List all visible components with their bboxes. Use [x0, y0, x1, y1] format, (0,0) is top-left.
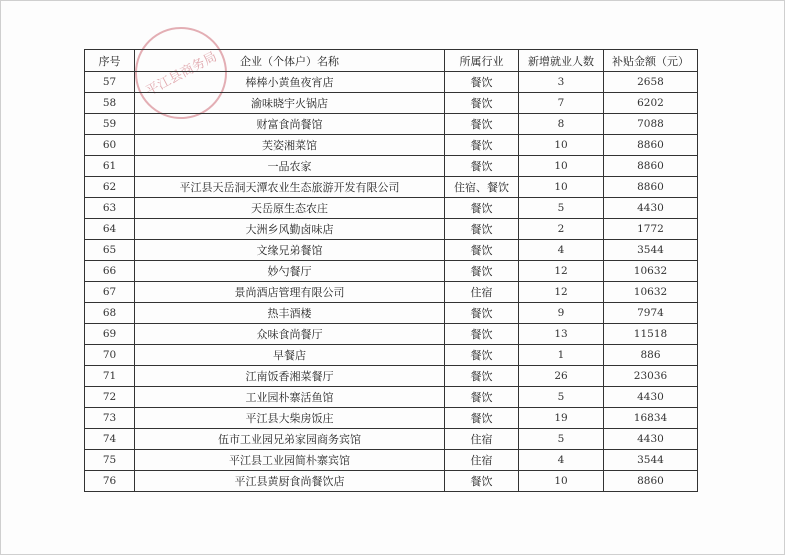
- cell-industry: 餐饮: [445, 93, 519, 114]
- cell-index: 59: [85, 114, 135, 135]
- cell-index: 74: [85, 429, 135, 450]
- cell-industry: 住宿、餐饮: [445, 177, 519, 198]
- table-row: [85, 303, 698, 324]
- cell-subsidy-amount: 7088: [604, 114, 698, 135]
- cell-company-name: 财富食尚餐馆: [135, 114, 445, 135]
- cell-new-jobs: 5: [519, 429, 604, 450]
- cell-company-name: 平江县天岳洞天潭农业生态旅游开发有限公司: [135, 177, 445, 198]
- cell-subsidy-amount: 886: [604, 345, 698, 366]
- cell-company-name: 一品农家: [135, 156, 445, 177]
- cell-new-jobs: 10: [519, 135, 604, 156]
- table-row: [85, 156, 698, 177]
- cell-index: 66: [85, 261, 135, 282]
- cell-company-name: 文缘兄弟餐馆: [135, 240, 445, 261]
- cell-industry: 餐饮: [445, 471, 519, 492]
- cell-index: 72: [85, 387, 135, 408]
- cell-new-jobs: 12: [519, 282, 604, 303]
- cell-new-jobs: 2: [519, 219, 604, 240]
- cell-new-jobs: 19: [519, 408, 604, 429]
- table-row: [85, 429, 698, 450]
- cell-company-name: 景尚酒店管理有限公司: [135, 282, 445, 303]
- cell-industry: 餐饮: [445, 240, 519, 261]
- cell-company-name: 早餐店: [135, 345, 445, 366]
- cell-new-jobs: 7: [519, 93, 604, 114]
- cell-new-jobs: 3: [519, 72, 604, 93]
- cell-company-name: 平江县大柴房饭庄: [135, 408, 445, 429]
- cell-index: 70: [85, 345, 135, 366]
- cell-industry: 住宿: [445, 282, 519, 303]
- cell-industry: 餐饮: [445, 324, 519, 345]
- cell-industry: 餐饮: [445, 303, 519, 324]
- table-row: [85, 219, 698, 240]
- cell-new-jobs: 12: [519, 261, 604, 282]
- table-row: [85, 282, 698, 303]
- cell-new-jobs: 26: [519, 366, 604, 387]
- cell-new-jobs: 10: [519, 471, 604, 492]
- cell-new-jobs: 9: [519, 303, 604, 324]
- cell-index: 65: [85, 240, 135, 261]
- cell-index: 69: [85, 324, 135, 345]
- table-row: [85, 408, 698, 429]
- cell-index: 63: [85, 198, 135, 219]
- cell-company-name: 渝味晓宇火锅店: [135, 93, 445, 114]
- cell-subsidy-amount: 4430: [604, 429, 698, 450]
- header-subsidy-amount: 补贴金额（元）: [604, 50, 698, 72]
- cell-company-name: 平江县黄厨食尚餐饮店: [135, 471, 445, 492]
- header-index: 序号: [85, 50, 135, 72]
- cell-company-name: 江南饭香湘菜餐厅: [135, 366, 445, 387]
- table-row: [85, 72, 698, 93]
- cell-index: 61: [85, 156, 135, 177]
- cell-subsidy-amount: 3544: [604, 450, 698, 471]
- cell-new-jobs: 1: [519, 345, 604, 366]
- cell-new-jobs: 13: [519, 324, 604, 345]
- table-row: [85, 345, 698, 366]
- table-row: [85, 177, 698, 198]
- cell-subsidy-amount: 8860: [604, 177, 698, 198]
- cell-industry: 餐饮: [445, 135, 519, 156]
- cell-index: 62: [85, 177, 135, 198]
- cell-subsidy-amount: 2658: [604, 72, 698, 93]
- cell-index: 76: [85, 471, 135, 492]
- table-row: [85, 366, 698, 387]
- cell-new-jobs: 4: [519, 450, 604, 471]
- cell-subsidy-amount: 8860: [604, 471, 698, 492]
- cell-industry: 餐饮: [445, 72, 519, 93]
- cell-subsidy-amount: 23036: [604, 366, 698, 387]
- table-row: [85, 198, 698, 219]
- cell-subsidy-amount: 8860: [604, 135, 698, 156]
- cell-new-jobs: 4: [519, 240, 604, 261]
- cell-company-name: 伍市工业园兄弟家园商务宾馆: [135, 429, 445, 450]
- header-industry: 所属行业: [445, 50, 519, 72]
- table-row: [85, 387, 698, 408]
- cell-company-name: 芙姿湘菜馆: [135, 135, 445, 156]
- table-row: [85, 135, 698, 156]
- cell-index: 67: [85, 282, 135, 303]
- cell-subsidy-amount: 4430: [604, 198, 698, 219]
- cell-company-name: 棒棒小黄鱼夜宵店: [135, 72, 445, 93]
- cell-industry: 餐饮: [445, 156, 519, 177]
- cell-subsidy-amount: 7974: [604, 303, 698, 324]
- cell-subsidy-amount: 11518: [604, 324, 698, 345]
- cell-industry: 餐饮: [445, 387, 519, 408]
- cell-subsidy-amount: 10632: [604, 261, 698, 282]
- cell-index: 64: [85, 219, 135, 240]
- cell-subsidy-amount: 10632: [604, 282, 698, 303]
- cell-company-name: 平江县工业园简朴寨宾馆: [135, 450, 445, 471]
- cell-industry: 餐饮: [445, 345, 519, 366]
- cell-company-name: 妙勺餐厅: [135, 261, 445, 282]
- cell-subsidy-amount: 6202: [604, 93, 698, 114]
- header-company-name: 企业（个体户）名称: [135, 50, 445, 72]
- table-row: [85, 240, 698, 261]
- table-row: [85, 93, 698, 114]
- table-row: [85, 261, 698, 282]
- cell-industry: 住宿: [445, 429, 519, 450]
- cell-subsidy-amount: 16834: [604, 408, 698, 429]
- cell-new-jobs: 10: [519, 156, 604, 177]
- cell-industry: 餐饮: [445, 114, 519, 135]
- cell-company-name: 众味食尚餐厅: [135, 324, 445, 345]
- cell-company-name: 工业园朴寨活鱼馆: [135, 387, 445, 408]
- cell-new-jobs: 8: [519, 114, 604, 135]
- cell-subsidy-amount: 3544: [604, 240, 698, 261]
- cell-company-name: 热丰酒楼: [135, 303, 445, 324]
- cell-subsidy-amount: 8860: [604, 156, 698, 177]
- cell-new-jobs: 10: [519, 177, 604, 198]
- cell-index: 71: [85, 366, 135, 387]
- cell-index: 57: [85, 72, 135, 93]
- cell-company-name: 天岳原生态农庄: [135, 198, 445, 219]
- table-row: [85, 324, 698, 345]
- seal-text: 平江县商务局: [143, 49, 220, 100]
- table-body: [85, 72, 698, 492]
- table-row: [85, 114, 698, 135]
- header-new-jobs: 新增就业人数: [519, 50, 604, 72]
- cell-industry: 餐饮: [445, 219, 519, 240]
- cell-industry: 餐饮: [445, 198, 519, 219]
- cell-industry: 住宿: [445, 450, 519, 471]
- cell-subsidy-amount: 1772: [604, 219, 698, 240]
- subsidy-table: [84, 49, 698, 492]
- cell-index: 58: [85, 93, 135, 114]
- cell-new-jobs: 5: [519, 198, 604, 219]
- cell-new-jobs: 5: [519, 387, 604, 408]
- cell-industry: 餐饮: [445, 408, 519, 429]
- table-header-row: [85, 50, 698, 72]
- cell-index: 73: [85, 408, 135, 429]
- cell-industry: 餐饮: [445, 366, 519, 387]
- cell-subsidy-amount: 4430: [604, 387, 698, 408]
- cell-index: 68: [85, 303, 135, 324]
- table-row: [85, 450, 698, 471]
- cell-index: 60: [85, 135, 135, 156]
- cell-index: 75: [85, 450, 135, 471]
- table-row: [85, 471, 698, 492]
- cell-industry: 餐饮: [445, 261, 519, 282]
- cell-company-name: 大洲乡风勤卤味店: [135, 219, 445, 240]
